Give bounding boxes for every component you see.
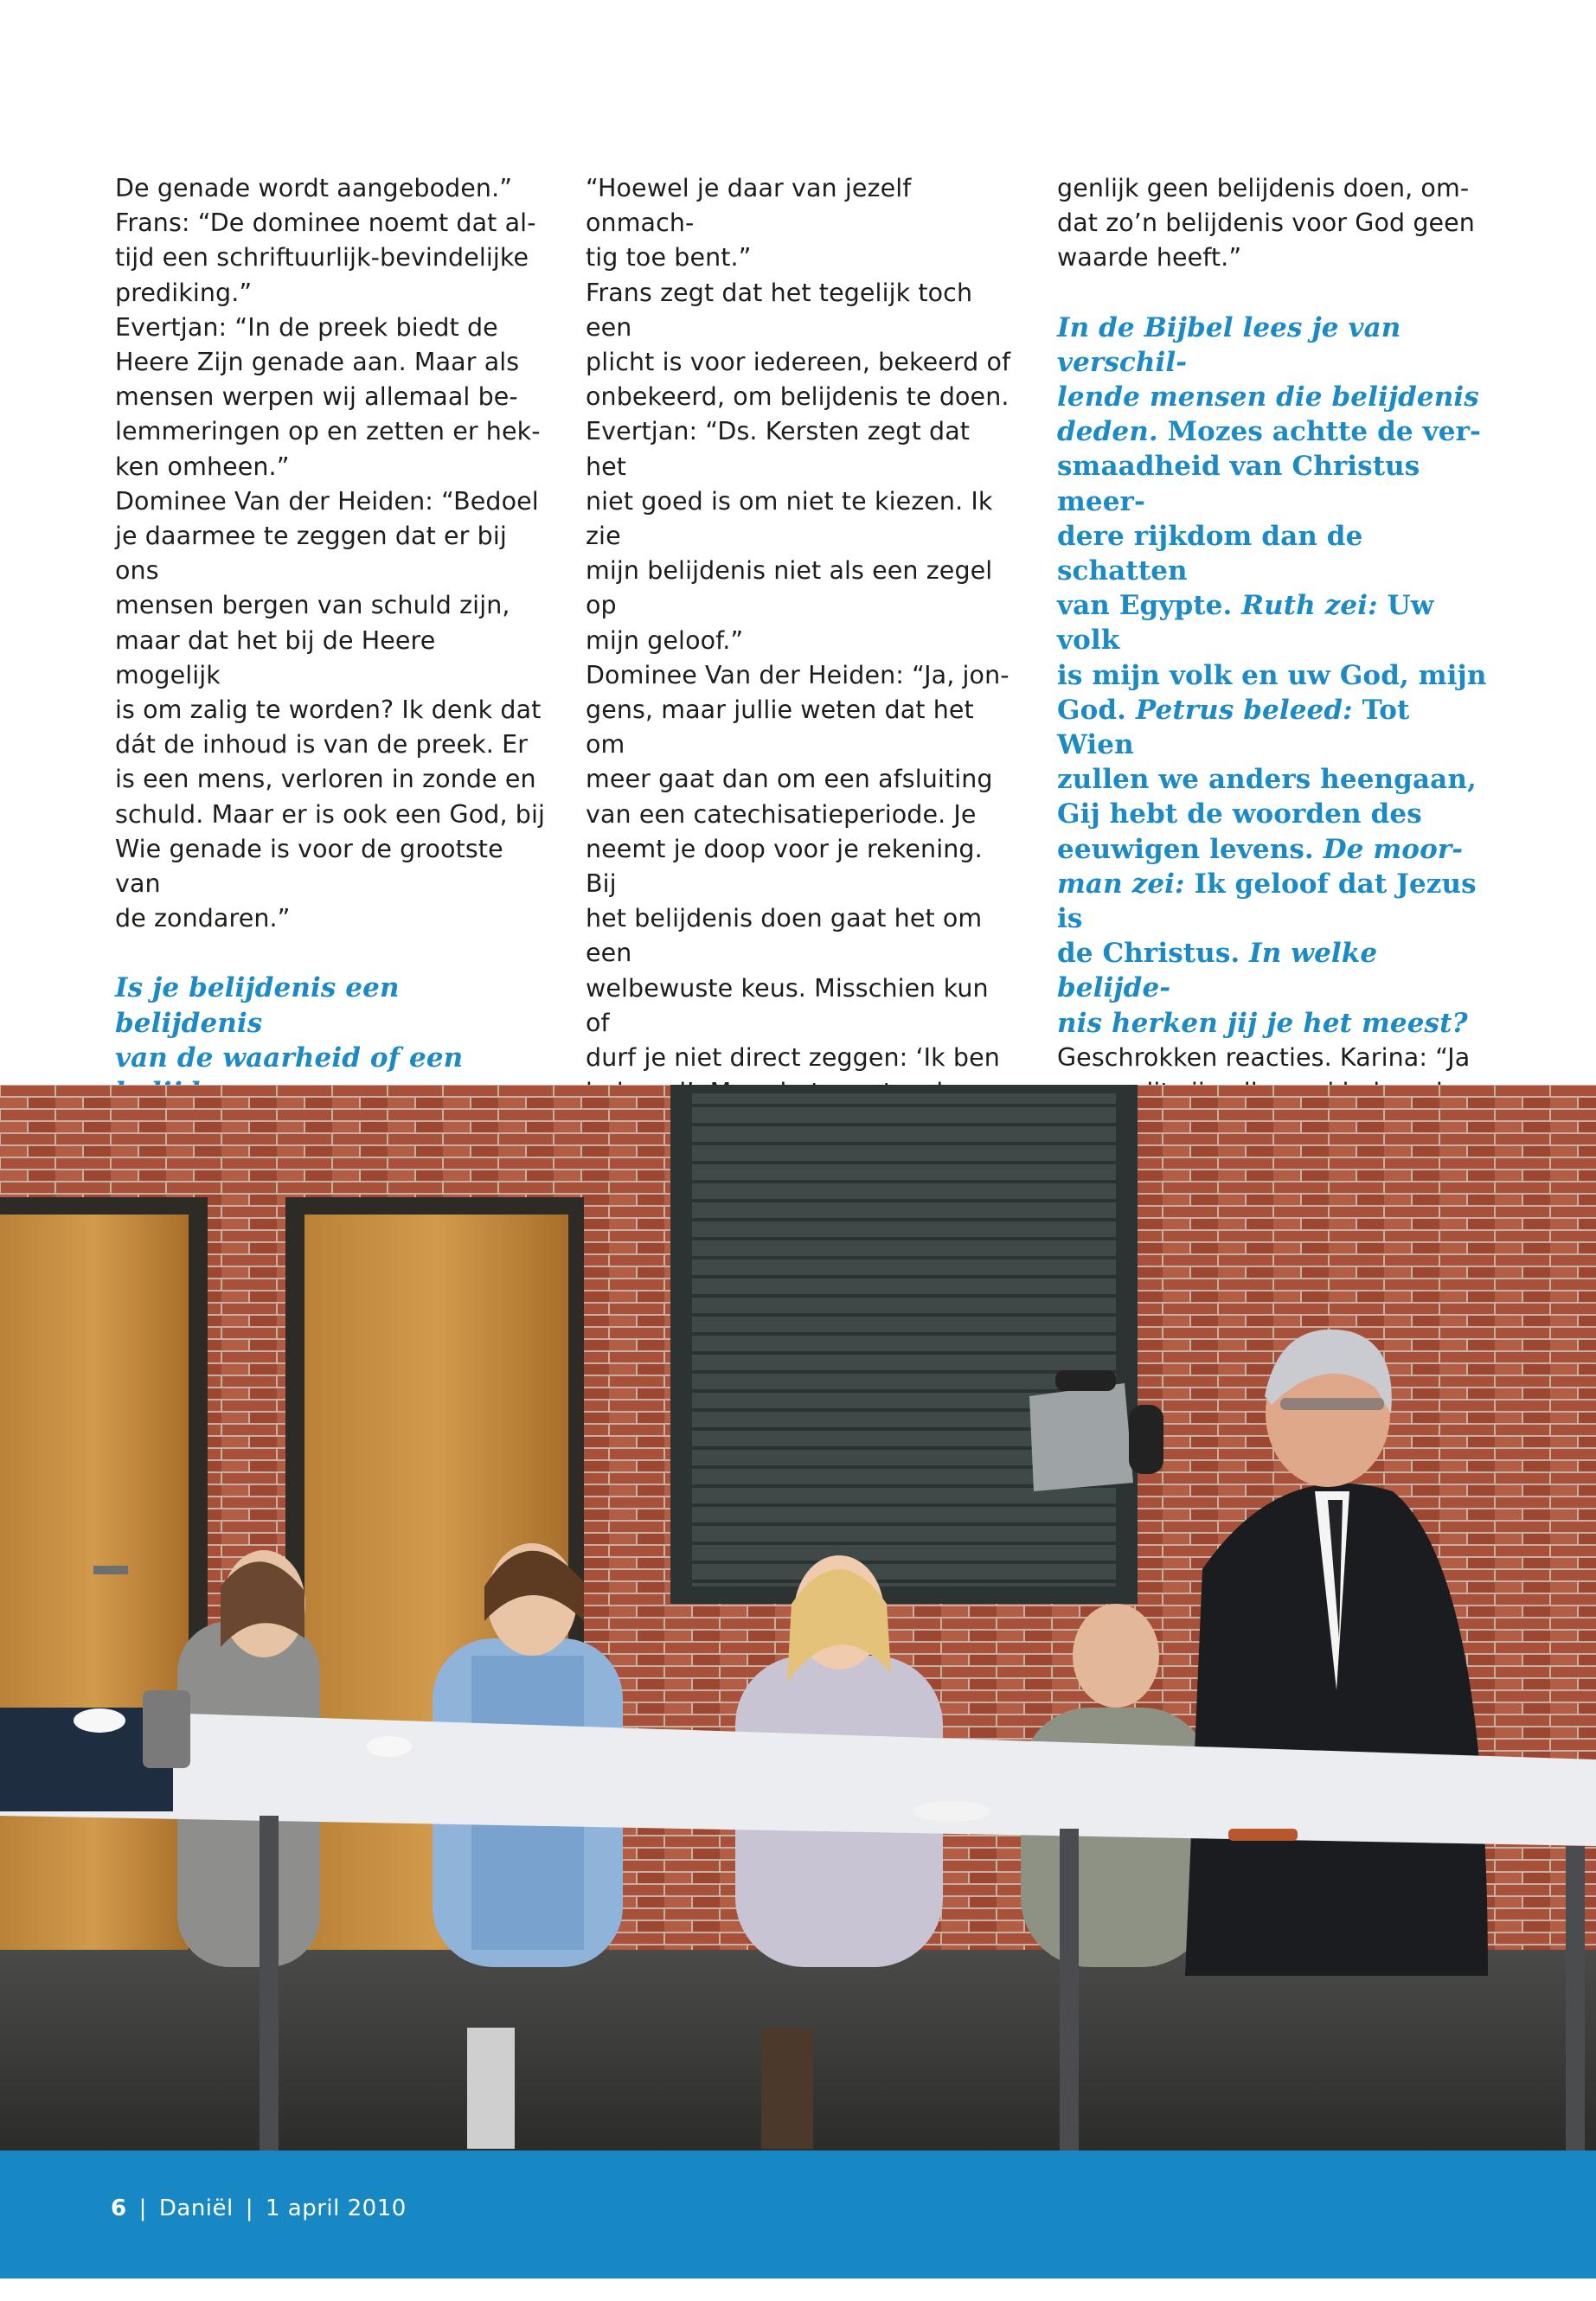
text-line: welbewuste keus. Misschien kun of bbox=[586, 973, 989, 1037]
quote-fragment: Mozes achtte de ver- bbox=[1167, 416, 1481, 448]
quote-fragment: is mijn volk en uw God, mijn bbox=[1057, 659, 1487, 691]
text-line: onbekeerd, om belijdenis te doen. bbox=[586, 382, 1010, 412]
footer-separator: | bbox=[138, 2195, 147, 2221]
question-line bbox=[1057, 936, 1490, 1005]
question-line bbox=[1057, 414, 1490, 449]
quote-fragment: van Egypte. bbox=[1057, 590, 1242, 622]
question-fragment: Petrus beleed: bbox=[1135, 694, 1362, 726]
text-line: Heere Zijn genade aan. Maar als bbox=[115, 348, 520, 377]
text-line: schuld. Maar er is ook een God, bij bbox=[115, 799, 545, 829]
question-line bbox=[1057, 832, 1490, 867]
text-line: plicht is voor iedereen, bekeerd of bbox=[586, 348, 1011, 377]
question-fragment: man zei: bbox=[1057, 868, 1195, 900]
interview-question-2 bbox=[1057, 311, 1490, 1041]
question-line bbox=[1057, 519, 1490, 588]
text-line: ken omheen.” bbox=[115, 452, 290, 481]
text-line: Geschrokken reacties. Karina: “Ja bbox=[1057, 1042, 1471, 1072]
text-line: de zondaren.” bbox=[115, 904, 291, 933]
text-line: meer gaat dan om een afsluiting bbox=[586, 765, 993, 794]
question-fragment: lende mensen die belijdenis bbox=[1057, 381, 1479, 413]
footer-info bbox=[111, 2195, 407, 2221]
text-line: je daarmee te zeggen dat er bij ons bbox=[115, 522, 507, 586]
door-handle bbox=[93, 1566, 128, 1574]
window-blinds bbox=[692, 1093, 1116, 1586]
text-line: is een mens, verloren in zonde en bbox=[115, 765, 536, 794]
quote-fragment: zullen we anders heengaan, bbox=[1057, 764, 1477, 796]
door-left bbox=[0, 1215, 189, 1976]
quote-fragment: Uw volk bbox=[1057, 590, 1434, 657]
text-line: Dominee Van der Heiden: “Ja, jon- bbox=[586, 660, 1010, 689]
page-number: 6 bbox=[111, 2195, 127, 2221]
question-fragment: nis herken jij je het meest? bbox=[1057, 1007, 1468, 1039]
text-line: niet goed is om niet te kiezen. Ik zie bbox=[586, 486, 993, 551]
text-line: tijd een schriftuurlijk-bevindelijke bbox=[115, 243, 529, 272]
question-line: Is je belijdenis een belijdenis bbox=[115, 972, 400, 1039]
canister bbox=[143, 1690, 190, 1768]
text-line: Evertjan: “In de preek biedt de bbox=[115, 312, 498, 342]
text-line: genlijk geen belijdenis doen, om- bbox=[1057, 174, 1470, 202]
text-line: mijn belijdenis niet als een zegel op bbox=[586, 556, 993, 620]
question-line bbox=[1057, 380, 1490, 414]
text-line: neemt je doop voor je rekening. Bij bbox=[586, 834, 983, 899]
question-fragment: Ruth zei: bbox=[1241, 590, 1388, 622]
paragraph-gap bbox=[115, 936, 548, 971]
text-line: mensen bergen van schuld zijn, bbox=[115, 591, 510, 620]
question-line: van de waarheid of een bbox=[115, 1042, 464, 1074]
question-fragment: De moor- bbox=[1323, 833, 1464, 865]
question-line bbox=[1057, 797, 1490, 831]
text-line: het belijdenis doen gaat het om een bbox=[586, 904, 983, 968]
quote-fragment: Gij hebt de woorden des bbox=[1057, 798, 1422, 830]
magazine-name: Daniël bbox=[158, 2195, 234, 2221]
text-line: “Hoewel je daar van jezelf onmach- bbox=[586, 174, 912, 238]
text-line: prediking.” bbox=[115, 278, 253, 307]
text-line: dat zo’n belijdenis voor God geen bbox=[1057, 208, 1475, 238]
question-line bbox=[1057, 449, 1490, 518]
cup bbox=[74, 1708, 125, 1733]
question-fragment: In de Bijbel lees je van verschil- bbox=[1057, 311, 1401, 378]
question-fragment: deden. bbox=[1057, 416, 1168, 448]
question-line bbox=[1057, 658, 1490, 693]
text-line: tig toe bent.” bbox=[586, 243, 752, 272]
text-line: Frans: “De dominee noemt dat al- bbox=[115, 208, 536, 238]
text-line: dát de inhoud is van de preek. Er bbox=[115, 730, 529, 760]
text-line: van een catechisatieperiode. Je bbox=[586, 799, 977, 829]
question-line bbox=[1057, 693, 1490, 762]
text-line: mensen werpen wij allemaal be- bbox=[115, 382, 518, 412]
footer-separator: | bbox=[245, 2195, 253, 2221]
sugar-packets bbox=[1228, 1829, 1298, 1841]
page-footer bbox=[0, 2150, 1596, 2279]
quote-fragment: de Christus. bbox=[1057, 938, 1250, 970]
text-line: Evertjan: “Ds. Kersten zegt dat het bbox=[586, 417, 971, 481]
quote-fragment: God. bbox=[1057, 694, 1136, 726]
paragraph-gap bbox=[1057, 276, 1490, 311]
cup bbox=[367, 1736, 412, 1757]
text-line: is om zalig te worden? Ik denk dat bbox=[115, 695, 542, 725]
quote-fragment: Ik geloof dat Jezus is bbox=[1057, 868, 1477, 935]
text-line: Dominee Van der Heiden: “Bedoel bbox=[115, 486, 539, 516]
text-line: lemmeringen op en zetten er hek- bbox=[115, 417, 541, 446]
question-line bbox=[1057, 762, 1490, 797]
quote-fragment: dere rijkdom dan de schatten bbox=[1057, 520, 1363, 587]
question-line bbox=[1057, 311, 1490, 380]
text-line: Frans zegt dat het tegelijk toch een bbox=[586, 278, 973, 342]
question-fragment: In welke belijde- bbox=[1057, 938, 1378, 1004]
text-line: Wie genade is voor de grootste van bbox=[115, 834, 503, 899]
question-line bbox=[1057, 1006, 1490, 1041]
article-photo bbox=[0, 1085, 1596, 2150]
question-line bbox=[1057, 588, 1490, 657]
issue-date: 1 april 2010 bbox=[266, 2195, 407, 2221]
photo-illustration bbox=[0, 1085, 1596, 2150]
text-line: waarde heeft.” bbox=[1057, 243, 1242, 272]
text-line: gens, maar jullie weten dat het om bbox=[586, 695, 974, 760]
quote-fragment: eeuwigen levens. bbox=[1057, 833, 1324, 865]
text-line: De genade wordt aangeboden.” bbox=[115, 174, 513, 202]
text-line: mijn geloof.” bbox=[586, 625, 744, 655]
question-line bbox=[1057, 867, 1490, 936]
quote-fragment: smaadheid van Christus meer- bbox=[1057, 451, 1420, 517]
quote-fragment: Tot Wien bbox=[1057, 694, 1410, 761]
text-line: durf je niet direct zeggen: ‘Ik ben bbox=[586, 1043, 1000, 1073]
saucer bbox=[913, 1801, 990, 1822]
text-line: maar dat het bij de Heere mogelijk bbox=[115, 625, 436, 689]
